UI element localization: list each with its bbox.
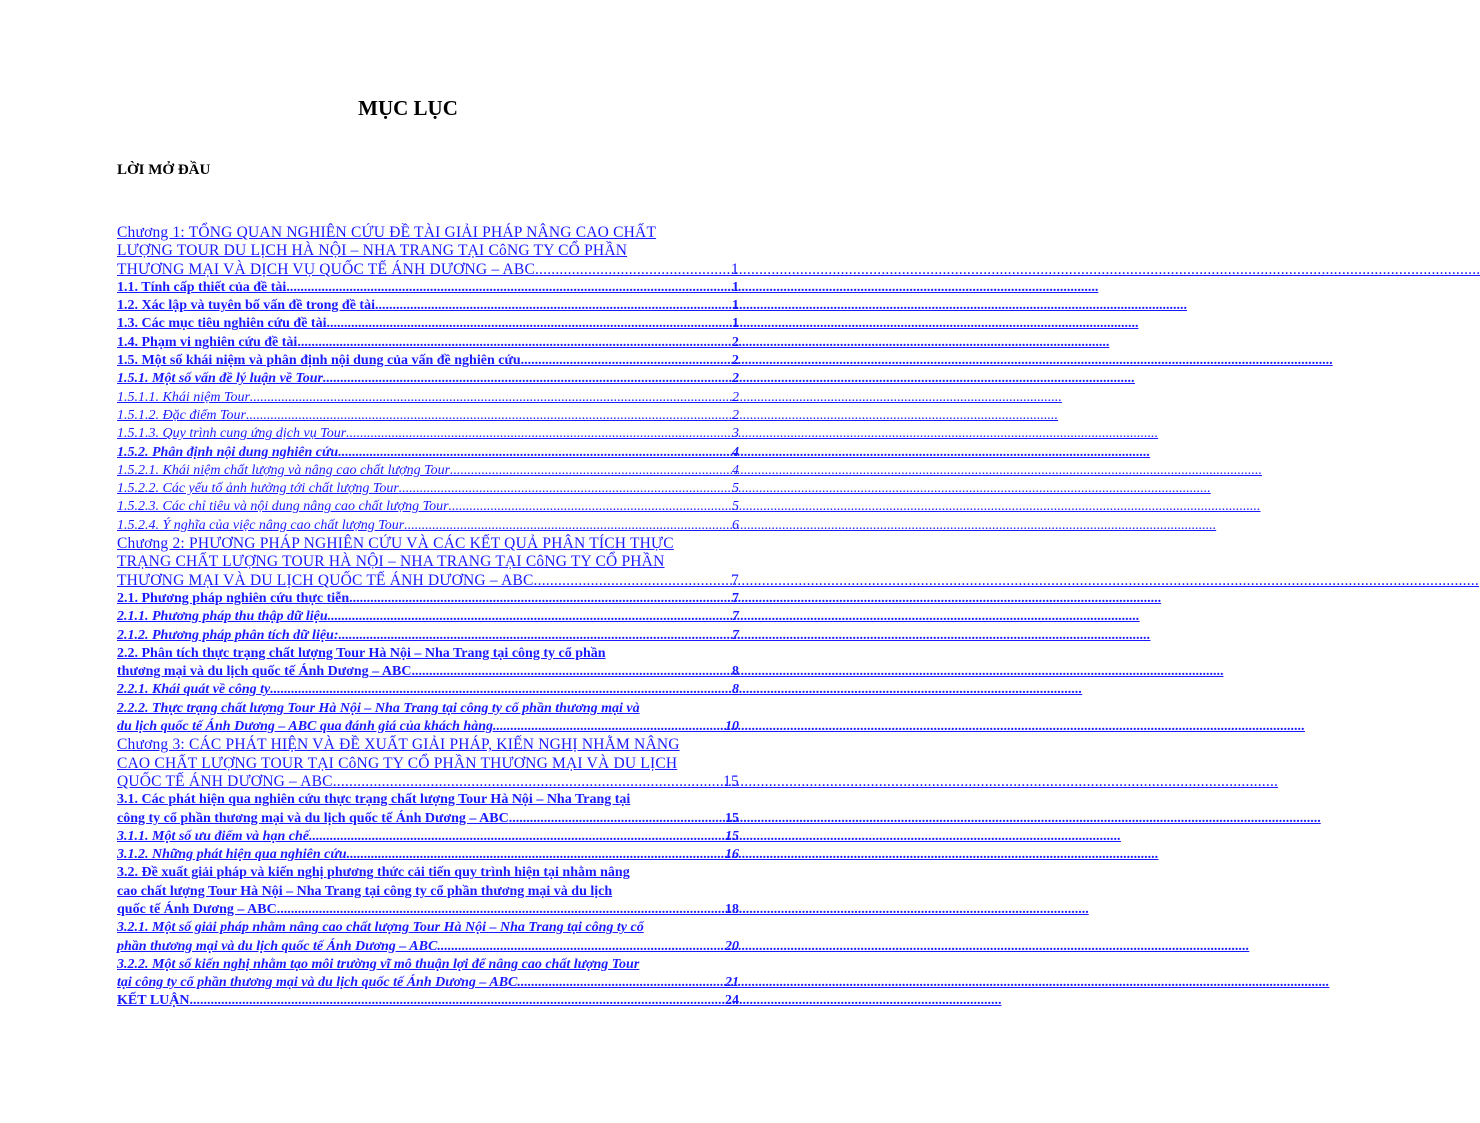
toc-link-chapter-3-line-2[interactable]: CAO CHẤT LƯỢNG TOUR TẠI CôNG TY CỔ PHẦN THƯƠNG MẠI VÀ DU LỊCH — [117, 754, 678, 772]
page-number: 2 — [732, 389, 739, 405]
toc-link-1-5-1-2[interactable]: 1.5.1.2. Đặc điểm Tour ..... 2 — [117, 407, 739, 425]
toc-link-1-5-2-2[interactable]: 1.5.2.2. Các yếu tố ảnh hưởng tới chất lượng Tour ..... 5 — [117, 480, 739, 498]
page-number: 3 — [732, 426, 739, 442]
toc-link-chapter-2-line-3[interactable]: THƯƠNG MẠI VÀ DU LỊCH QUỐC TẾ ÁNH DƯƠNG – ABC ..... 7 — [117, 572, 739, 590]
page-number: 7 — [731, 571, 739, 589]
toc-link-3-2-line-3[interactable]: quốc tế Ánh Dương – ABC ..... 18 — [117, 901, 739, 919]
toc-link-chapter-2-line-2[interactable]: TRẠNG CHẤT LƯỢNG TOUR HÀ NỘI – NHA TRANG TẠI CôNG TY CỔ PHẦN — [117, 553, 665, 571]
page-number: 1 — [732, 316, 739, 332]
toc-link-2-2[interactable]: 2.2. Phân tích thực trạng chất lượng Tour Hà Nội – Nha Trang tại công ty cổ phần — [117, 645, 606, 661]
page-number: 15 — [725, 810, 739, 826]
page-number: 2 — [732, 353, 739, 369]
page-number: 1 — [732, 279, 739, 295]
page-number: 5 — [732, 481, 739, 497]
page-number: 18 — [725, 901, 739, 917]
page-number: 15 — [723, 772, 739, 790]
toc-link-1-5-2[interactable]: 1.5.2. Phân định nội dung nghiên cứu ..... 4 — [117, 444, 739, 462]
toc-link-1-5-2-1[interactable]: 1.5.2.1. Khái niệm chất lượng và nâng cao chất lượng Tour ..... 4 — [117, 462, 739, 480]
page-number: 4 — [732, 462, 739, 478]
toc-link-2-2-2[interactable]: 2.2.2. Thực trạng chất lượng Tour Hà Nội – Nha Trang tại công ty cổ phần thương mại và — [117, 700, 640, 716]
toc-link-1-3[interactable]: 1.3. Các mục tiêu nghiên cứu đề tài ..... 1 — [117, 315, 739, 333]
toc-link-chapter-3-line-3[interactable]: QUỐC TẾ ÁNH DƯƠNG – ABC ..... 15 — [117, 773, 739, 791]
page-number: 7 — [732, 609, 739, 625]
page-number: 1 — [731, 260, 739, 278]
page-number: 4 — [732, 444, 739, 460]
preface-heading: LỜI MỞ ĐẦU — [117, 162, 211, 178]
toc-link-3-2-line-2[interactable]: cao chất lượng Tour Hà Nội – Nha Trang tại công ty cổ phần thương mại và du lịch — [117, 883, 613, 899]
toc-link-2-2-1[interactable]: 2.2.1. Khái quát về công ty ..... 8 — [117, 681, 739, 699]
page-number: 16 — [725, 847, 739, 863]
table-of-contents — [117, 224, 739, 1011]
toc-link-3-1[interactable]: 3.1. Các phát hiện qua nghiên cứu thực trạng chất lượng Tour Hà Nội – Nha Trang tại — [117, 792, 631, 808]
page-number: 2 — [732, 371, 739, 387]
page-number: 1 — [732, 298, 739, 314]
toc-link-2-1[interactable]: 2.1. Phương pháp nghiên cứu thực tiễn ..... 7 — [117, 590, 739, 608]
toc-link-3-2-1[interactable]: 3.2.1. Một số giải pháp nhằm nâng cao chất lượng Tour Hà Nội – Nha Trang tại công ty cổ — [117, 920, 644, 936]
page-number: 7 — [732, 627, 739, 643]
toc-link-3-1-1[interactable]: 3.1.1. Một số ưu điểm và hạn chế ..... 15 — [117, 828, 739, 846]
toc-link-2-2-line-2[interactable]: thương mại và du lịch quốc tế Ánh Dương – ABC ..... 8 — [117, 663, 739, 681]
toc-link-3-1-line-2[interactable]: công ty cổ phần thương mại và du lịch quốc tế Ánh Dương – ABC ..... 15 — [117, 810, 739, 828]
page-number: 6 — [732, 517, 739, 533]
toc-link-1-5-1[interactable]: 1.5.1. Một số vấn đề lý luận về Tour ..... 2 — [117, 370, 739, 388]
toc-link-1-5-2-4[interactable]: 1.5.2.4. Ý nghĩa của việc nâng cao chất lượng Tour ..... 6 — [117, 517, 739, 535]
page-number: 7 — [732, 590, 739, 606]
toc-link-chapter-1-line-2[interactable]: LƯỢNG TOUR DU LỊCH HÀ NỘI – NHA TRANG TẠI CôNG TY CỔ PHẦN — [117, 242, 628, 260]
toc-link-1-5-1-1[interactable]: 1.5.1.1. Khái niệm Tour ..... 2 — [117, 389, 739, 407]
page-number: 10 — [725, 719, 739, 735]
toc-link-1-1[interactable]: 1.1. Tính cấp thiết của đề tài ..... 1 — [117, 279, 739, 297]
toc-link-chapter-2[interactable]: Chương 2: PHƯƠNG PHÁP NGHIÊN CỨU VÀ CÁC KẾT QUẢ PHÂN TÍCH THỰC — [117, 535, 674, 553]
page-title: MỤC LỤC — [358, 96, 458, 120]
page-number: 21 — [725, 975, 739, 991]
toc-link-1-4[interactable]: 1.4. Phạm vi nghiên cứu đề tài ..... 2 — [117, 334, 739, 352]
toc-link-2-1-2[interactable]: 2.1.2. Phương pháp phân tích dữ liệu: ..... 7 — [117, 627, 739, 645]
toc-link-3-1-2[interactable]: 3.1.2. Những phát hiện qua nghiên cứu ..... 16 — [117, 846, 739, 864]
toc-link-1-5[interactable]: 1.5. Một số khái niệm và phân định nội dung của vấn đề nghiên cứu ..... 2 — [117, 352, 739, 370]
toc-link-chapter-3[interactable]: Chương 3: CÁC PHÁT HIỆN VÀ ĐỀ XUẤT GIẢI PHÁP, KIẾN NGHỊ NHẰM NÂNG — [117, 736, 680, 754]
toc-link-1-5-1-3[interactable]: 1.5.1.3. Quy trình cung ứng dịch vụ Tour ..... 3 — [117, 425, 739, 443]
toc-link-2-1-1[interactable]: 2.1.1. Phương pháp thu thập dữ liệu ..... 7 — [117, 608, 739, 626]
toc-link-chapter-1[interactable]: Chương 1: TỔNG QUAN NGHIÊN CỨU ĐỀ TÀI GIẢI PHÁP NÂNG CAO CHẤT — [117, 224, 657, 241]
toc-link-2-2-2-line-2[interactable]: du lịch quốc tế Ánh Dương – ABC qua đánh giá của khách hàng ..... 10 — [117, 718, 739, 736]
toc-link-1-5-2-3[interactable]: 1.5.2.3. Các chỉ tiêu và nội dung nâng cao chất lượng Tour ..... 5 — [117, 498, 739, 516]
toc-link-3-2[interactable]: 3.2. Đề xuất giải pháp và kiến nghị phương thức cải tiến quy trình hiện tại nhằm nâng — [117, 865, 630, 881]
page-number: 2 — [732, 334, 739, 350]
page-number: 20 — [725, 938, 739, 954]
page-number: 15 — [725, 828, 739, 844]
page-number: 8 — [732, 664, 739, 680]
toc-link-3-2-2[interactable]: 3.2.2. Một số kiến nghị nhằm tạo môi trường vĩ mô thuận lợi để nâng cao chất lượng Tour — [117, 956, 640, 972]
page-number: 2 — [732, 407, 739, 423]
toc-link-3-2-2-line-2[interactable]: tại công ty cổ phần thương mại và du lịch quốc tế Ánh Dương – ABC ..... 21 — [117, 974, 739, 992]
page-number: 24 — [725, 993, 739, 1009]
page-number: 5 — [732, 499, 739, 515]
toc-link-conclusion[interactable]: KẾT LUẬN ..... 24 — [117, 992, 739, 1010]
toc-link-chapter-1-line-3[interactable]: THƯƠNG MẠI VÀ DỊCH VỤ QUỐC TẾ ÁNH DƯƠNG – ABC ..... 1 — [117, 261, 739, 279]
toc-link-3-2-1-line-2[interactable]: phần thương mại và du lịch quốc tế Ánh Dương – ABC ..... 20 — [117, 938, 739, 956]
page-number: 8 — [732, 682, 739, 698]
toc-link-1-2[interactable]: 1.2. Xác lập và tuyên bố vấn đề trong đề tài ..... 1 — [117, 297, 739, 315]
